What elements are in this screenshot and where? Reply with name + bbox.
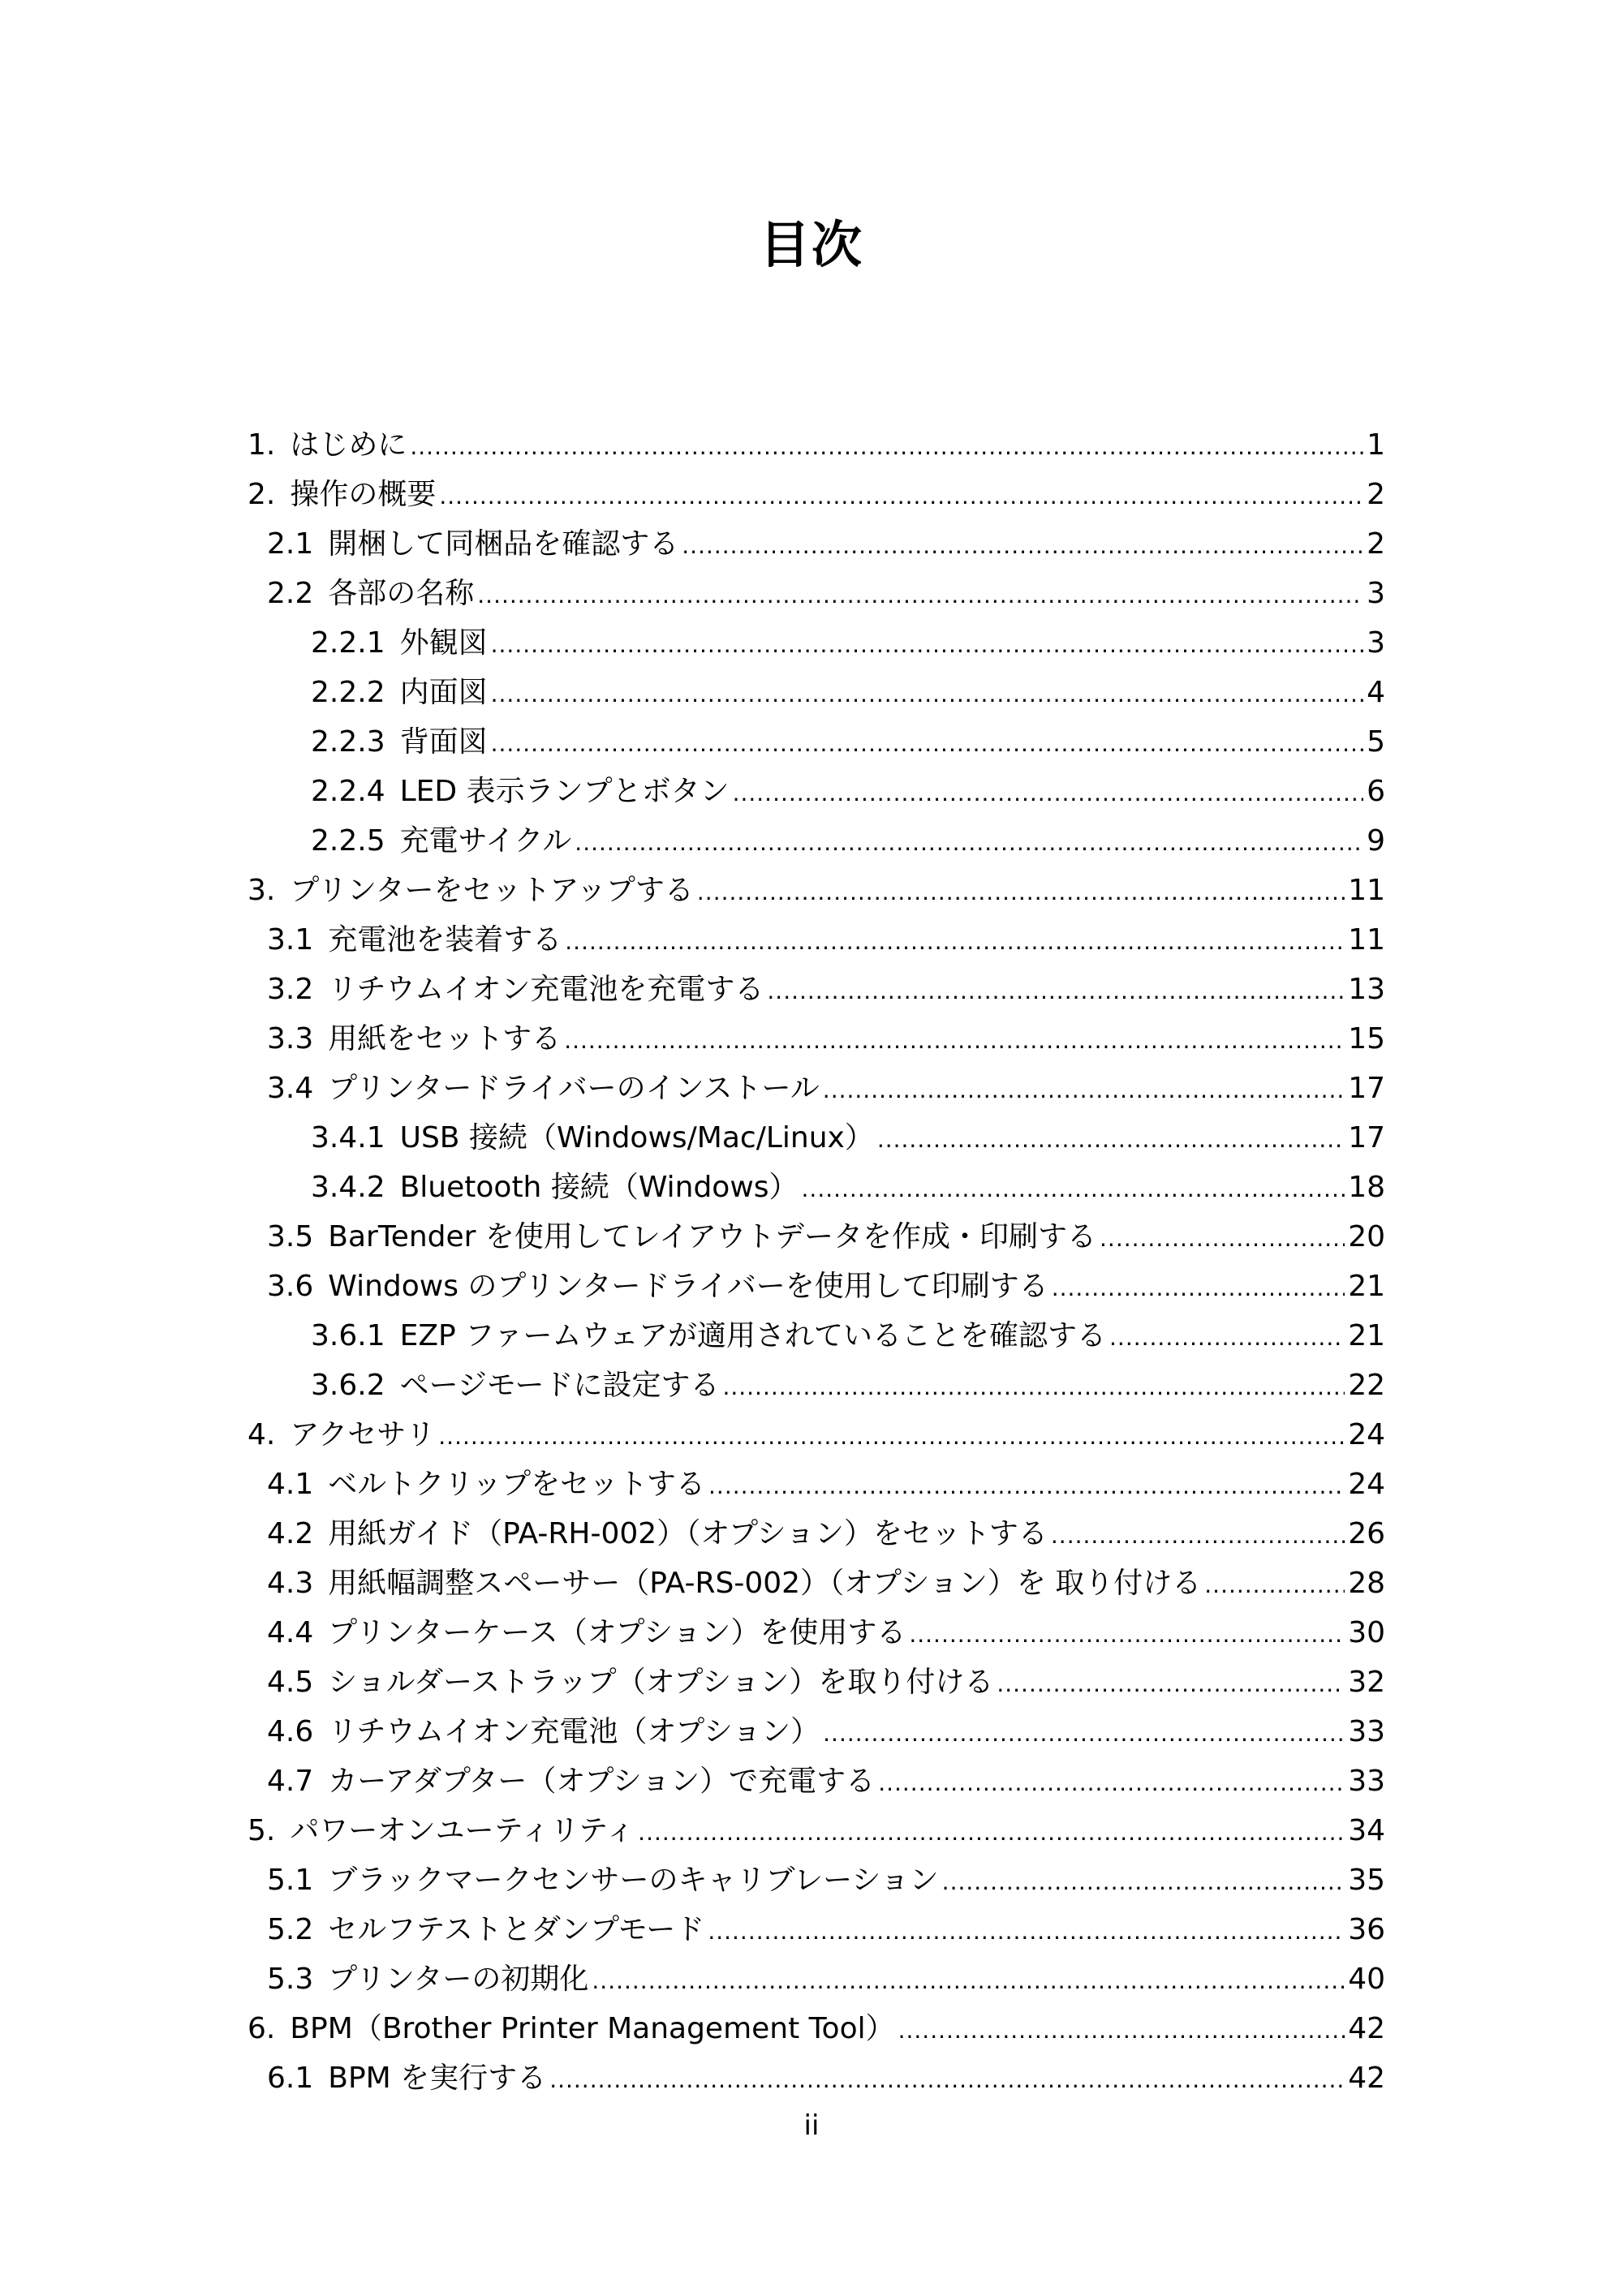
toc-entry[interactable] [248, 1756, 1385, 1806]
toc-entry[interactable] [248, 668, 1385, 717]
toc-entry-number: 4. [248, 1418, 276, 1451]
toc-dot-leader [708, 1461, 1345, 1511]
toc-entry[interactable] [248, 2004, 1385, 2053]
toc-entry-label: ブラックマークセンサーのキャリブレーション [328, 1864, 939, 1897]
toc-entry-number: 5.1 [267, 1864, 314, 1897]
toc-entry[interactable] [248, 1608, 1385, 1658]
toc-entry-number: 4.7 [267, 1765, 314, 1798]
toc-entry[interactable] [248, 1707, 1385, 1756]
toc-entry-page: 11 [1348, 923, 1385, 957]
toc-entry[interactable] [248, 767, 1385, 816]
toc-entry-page: 2 [1367, 478, 1385, 511]
toc-entry-page: 18 [1348, 1171, 1385, 1204]
toc-entry-page: 9 [1367, 824, 1385, 858]
toc-dot-leader [1204, 1560, 1345, 1610]
toc-entry-page: 20 [1348, 1220, 1385, 1253]
toc-entry[interactable] [248, 1855, 1385, 1905]
toc-entry-label: USB 接続（Windows/Mac/Linux） [399, 1121, 874, 1154]
toc-dot-leader [802, 1164, 1345, 1214]
toc-entry-label: プリンタードライバーのインストール [328, 1072, 820, 1105]
toc-entry[interactable] [248, 470, 1385, 519]
toc-entry-label: 用紙をセットする [328, 1022, 562, 1056]
toc-entry-number: 4.1 [267, 1468, 314, 1501]
toc-dot-leader [549, 2055, 1345, 2105]
toc-dot-leader [477, 570, 1363, 620]
toc-entry-page: 21 [1348, 1319, 1385, 1352]
toc-entry-page: 24 [1348, 1418, 1385, 1451]
toc-entry[interactable] [248, 1658, 1385, 1707]
toc-entry[interactable] [248, 1559, 1385, 1608]
toc-entry-page: 13 [1348, 973, 1385, 1006]
toc-entry-label: リチウムイオン充電池を充電する [328, 973, 764, 1006]
toc-entry-page: 33 [1348, 1715, 1385, 1748]
toc-dot-leader [491, 669, 1363, 719]
toc-entry-page: 32 [1348, 1666, 1385, 1699]
toc-entry-number: 2.2.1 [311, 626, 385, 660]
table-of-contents [248, 420, 1385, 2103]
toc-dot-leader [733, 768, 1364, 818]
toc-dot-leader [682, 521, 1363, 570]
toc-dot-leader [877, 1115, 1345, 1164]
toc-entry[interactable] [248, 1806, 1385, 1855]
toc-entry[interactable] [248, 965, 1385, 1014]
toc-dot-leader [638, 1808, 1345, 1857]
toc-dot-leader [909, 1610, 1345, 1659]
toc-dot-leader [722, 1362, 1345, 1412]
page-number: ii [803, 2109, 820, 2142]
toc-dot-leader [697, 867, 1345, 917]
toc-entry-number: 2.2.4 [311, 775, 385, 808]
toc-entry-label: 充電池を装着する [328, 923, 562, 957]
toc-dot-leader [575, 818, 1363, 867]
toc-dot-leader [1109, 1313, 1345, 1362]
toc-dot-leader [823, 1065, 1345, 1115]
toc-entry[interactable] [248, 1212, 1385, 1262]
toc-entry-number: 3.6 [267, 1270, 314, 1303]
toc-entry-number: 4.6 [267, 1715, 314, 1748]
page-title: 目次 [759, 215, 863, 274]
toc-entry-label: ページモードに設定する [399, 1369, 720, 1402]
toc-entry-number: 2.2 [267, 577, 314, 610]
toc-entry-number: 2.1 [267, 527, 314, 561]
toc-entry[interactable] [248, 1954, 1385, 2004]
toc-dot-leader [410, 422, 1363, 471]
toc-entry[interactable] [248, 866, 1385, 915]
toc-entry-label: Windows のプリンタードライバーを使用して印刷する [328, 1270, 1048, 1303]
toc-entry-page: 21 [1348, 1270, 1385, 1303]
toc-dot-leader [1052, 1263, 1345, 1313]
toc-entry-label: カーアダプター（オプション）で充電する [328, 1765, 876, 1798]
toc-entry-label: リチウムイオン充電池（オプション） [328, 1715, 820, 1748]
toc-entry-page: 42 [1348, 2012, 1385, 2045]
toc-entry-page: 1 [1367, 428, 1385, 462]
toc-entry-page: 17 [1348, 1072, 1385, 1105]
toc-entry-number: 4.4 [267, 1616, 314, 1649]
toc-entry[interactable] [248, 1905, 1385, 1954]
toc-entry-label: ベルトクリップをセットする [328, 1468, 706, 1501]
toc-entry-label: セルフテストとダンプモード [328, 1913, 705, 1946]
toc-entry[interactable] [248, 1311, 1385, 1361]
toc-entry-page: 36 [1348, 1913, 1385, 1946]
toc-entry-number: 3.3 [267, 1022, 314, 1056]
toc-entry-page: 42 [1348, 2062, 1385, 2095]
toc-entry-label: プリンターをセットアップする [290, 874, 694, 907]
toc-entry-page: 30 [1348, 1616, 1385, 1649]
toc-entry-label: EZP ファームウェアが適用されていることを確認する [399, 1319, 1107, 1352]
toc-entry-label: アクセサリ [290, 1418, 436, 1451]
toc-dot-leader [491, 719, 1363, 768]
toc-entry[interactable] [248, 1509, 1385, 1559]
toc-entry-label: LED 表示ランプとボタン [399, 775, 730, 808]
toc-entry-label: パワーオンユーティリティ [290, 1814, 635, 1847]
toc-entry-label: プリンターケース（オプション）を使用する [328, 1616, 906, 1649]
toc-entry[interactable] [248, 1262, 1385, 1311]
toc-dot-leader [1051, 1511, 1345, 1560]
toc-entry[interactable] [248, 569, 1385, 618]
toc-entry-page: 28 [1348, 1567, 1385, 1600]
toc-entry-page: 15 [1348, 1022, 1385, 1056]
toc-entry-page: 3 [1367, 577, 1385, 610]
toc-entry[interactable] [248, 1460, 1385, 1509]
toc-dot-leader [565, 917, 1345, 966]
toc-entry-number: 3.5 [267, 1220, 314, 1253]
toc-entry-page: 2 [1367, 527, 1385, 561]
toc-dot-leader [564, 1016, 1345, 1065]
toc-entry-number: 6.1 [267, 2062, 314, 2095]
toc-entry-label: はじめに [290, 428, 407, 462]
toc-entry[interactable] [248, 1410, 1385, 1460]
toc-entry-number: 4.2 [267, 1517, 314, 1550]
toc-entry-label: Bluetooth 接続（Windows） [399, 1171, 799, 1204]
toc-entry-label: 操作の概要 [290, 478, 437, 511]
toc-entry-label: 用紙ガイド（PA-RH-002）（オプション）をセットする [328, 1517, 1048, 1550]
toc-entry-label: 外観図 [399, 626, 488, 660]
toc-entry-label: 開梱して同梱品を確認する [328, 527, 679, 561]
toc-entry-label: 背面図 [399, 725, 488, 759]
toc-entry[interactable] [248, 1014, 1385, 1064]
toc-entry-number: 5.2 [267, 1913, 314, 1946]
toc-entry-page: 11 [1348, 874, 1385, 907]
toc-entry[interactable] [248, 1064, 1385, 1113]
toc-entry-label: BarTender を使用してレイアウトデータを作成・印刷する [328, 1220, 1097, 1253]
toc-entry-number: 2.2.5 [311, 824, 385, 858]
toc-entry-number: 1. [248, 428, 276, 462]
toc-entry[interactable] [248, 717, 1385, 767]
toc-entry-page: 4 [1367, 676, 1385, 709]
toc-dot-leader [997, 1659, 1345, 1709]
toc-entry-number: 3. [248, 874, 276, 907]
toc-entry-page: 24 [1348, 1468, 1385, 1501]
toc-dot-leader [823, 1709, 1345, 1758]
toc-entry-page: 3 [1367, 626, 1385, 660]
toc-dot-leader [878, 1758, 1345, 1808]
toc-dot-leader [438, 1412, 1345, 1461]
toc-entry-number: 3.6.1 [311, 1319, 385, 1352]
toc-entry-page: 35 [1348, 1864, 1385, 1897]
toc-entry[interactable] [248, 816, 1385, 866]
toc-entry-number: 3.2 [267, 973, 314, 1006]
toc-entry-page: 34 [1348, 1814, 1385, 1847]
toc-entry-page: 5 [1367, 725, 1385, 759]
toc-dot-leader [898, 2006, 1345, 2055]
toc-entry-number: 3.4.1 [311, 1121, 385, 1154]
toc-entry[interactable] [248, 420, 1385, 470]
toc-entry-number: 2. [248, 478, 276, 511]
toc-entry-label: BPM を実行する [328, 2062, 547, 2095]
toc-entry-page: 33 [1348, 1765, 1385, 1798]
toc-entry-number: 5. [248, 1814, 276, 1847]
toc-dot-leader [708, 1907, 1345, 1956]
toc-entry-number: 3.4 [267, 1072, 314, 1105]
toc-entry-label: 各部の名称 [328, 577, 475, 610]
toc-entry-label: 用紙幅調整スペーサー（PA-RS-002）（オプション）を 取り付ける [328, 1567, 1202, 1600]
toc-entry-page: 17 [1348, 1121, 1385, 1154]
toc-entry-number: 4.3 [267, 1567, 314, 1600]
toc-entry[interactable] [248, 2053, 1385, 2103]
toc-dot-leader [491, 620, 1363, 669]
toc-entry-number: 4.5 [267, 1666, 314, 1699]
toc-entry-label: プリンターの初期化 [328, 1963, 589, 1996]
toc-entry[interactable] [248, 1163, 1385, 1212]
toc-entry-number: 3.4.2 [311, 1171, 385, 1204]
toc-entry-number: 2.2.2 [311, 676, 385, 709]
toc-dot-leader [1100, 1214, 1345, 1263]
toc-entry-number: 5.3 [267, 1963, 314, 1996]
toc-dot-leader [942, 1857, 1345, 1907]
toc-entry-number: 3.1 [267, 923, 314, 957]
toc-entry[interactable] [248, 519, 1385, 569]
toc-entry-number: 3.6.2 [311, 1369, 385, 1402]
toc-entry[interactable] [248, 618, 1385, 668]
toc-entry-label: 内面図 [399, 676, 488, 709]
toc-entry-page: 22 [1348, 1369, 1385, 1402]
toc-entry[interactable] [248, 915, 1385, 965]
toc-entry-number: 6. [248, 2012, 276, 2045]
toc-dot-leader [439, 471, 1363, 521]
toc-dot-leader [767, 966, 1345, 1016]
toc-dot-leader [592, 1956, 1345, 2006]
toc-entry-label: 充電サイクル [399, 824, 572, 858]
toc-entry-page: 26 [1348, 1517, 1385, 1550]
toc-entry[interactable] [248, 1113, 1385, 1163]
toc-entry[interactable] [248, 1361, 1385, 1410]
toc-entry-label: ショルダーストラップ（オプション）を取り付ける [328, 1666, 994, 1699]
toc-entry-page: 40 [1348, 1963, 1385, 1996]
toc-entry-label: BPM（Brother Printer Management Tool） [290, 2012, 895, 2045]
toc-entry-page: 6 [1367, 775, 1385, 808]
toc-entry-number: 2.2.3 [311, 725, 385, 759]
